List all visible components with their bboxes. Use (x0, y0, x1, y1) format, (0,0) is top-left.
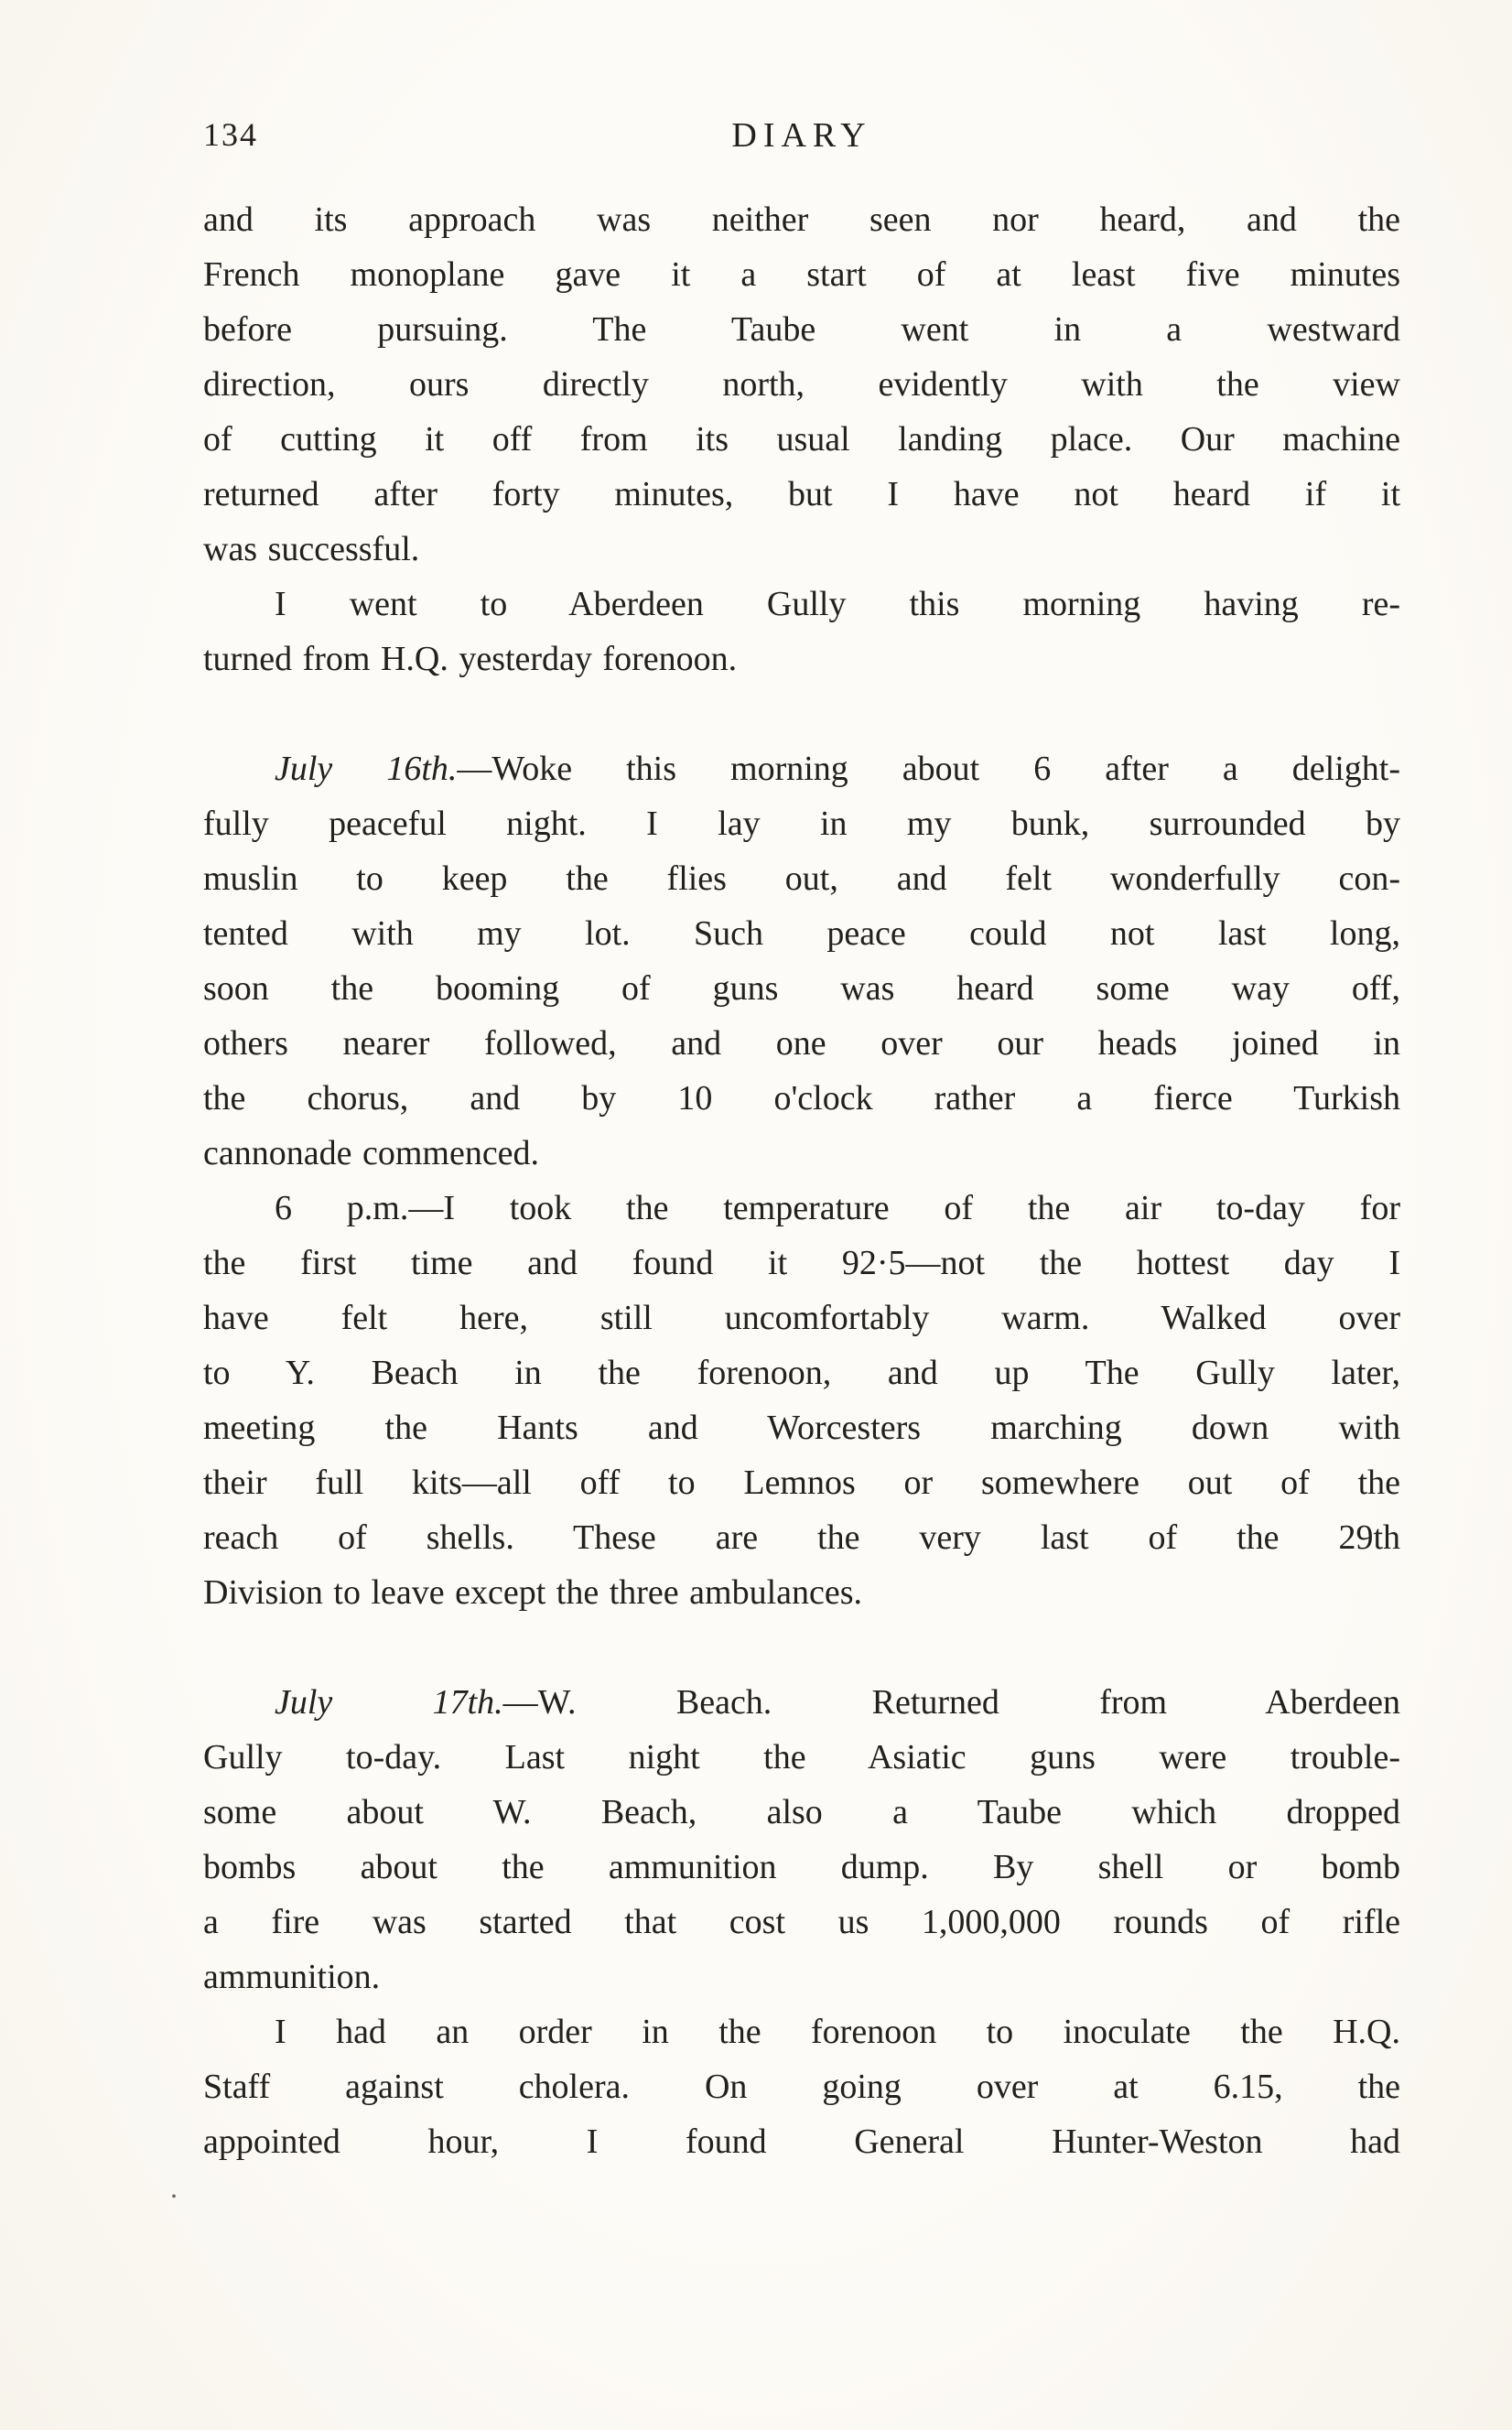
date-lead: July 17th. (275, 1683, 503, 1722)
date-lead: July 16th. (275, 750, 458, 788)
text-line: reach of shells. These are the very last of the 29th (203, 1518, 1400, 1557)
text-line: July 17th.—W. Beach. Returned from Aberdeen (275, 1683, 1400, 1722)
text-line: I went to Aberdeen Gully this morning having re- (275, 585, 1400, 623)
text-line: Division to leave except the three ambulances. (203, 1573, 863, 1612)
text-line: returned after forty minutes, but I have not heard if it (203, 475, 1400, 513)
text-block (203, 192, 1400, 2169)
text-line: and its approach was neither seen nor heard, and the (203, 200, 1400, 239)
paragraph (203, 1675, 1400, 2004)
paragraph (203, 192, 1400, 577)
text-line: to Y. Beach in the forenoon, and up The Gully later, (203, 1354, 1400, 1392)
text-line: ammunition. (203, 1958, 381, 1996)
text-line: Staff against cholera. On going over at 6.15, the (203, 2068, 1400, 2106)
text-line: 6 p.m.—I took the temperature of the air to-day for (275, 1189, 1400, 1227)
text-line: before pursuing. The Taube went in a westward (203, 310, 1400, 349)
text-line: of cutting it off from its usual landing place. Our machine (203, 420, 1400, 459)
paragraph (203, 2004, 1400, 2169)
paragraph (203, 1181, 1400, 1620)
text-line: July 16th.—Woke this morning about 6 after a delight- (275, 750, 1400, 788)
page-header (203, 115, 1400, 159)
text-line: their full kits—all off to Lemnos or somewhere out of the (203, 1463, 1400, 1502)
paragraph (203, 741, 1400, 1181)
text-line: soon the booming of guns was heard some way off, (203, 969, 1400, 1008)
text-line: have felt here, still uncomfortably warm. Walked over (203, 1299, 1400, 1337)
text-line: turned from H.Q. yesterday forenoon. (203, 640, 738, 678)
text-line: appointed hour, I found General Hunter-Weston had (203, 2122, 1400, 2161)
text-line: cannonade commenced. (203, 1134, 540, 1172)
page-number: 134 (203, 116, 258, 153)
text-line: the first time and found it 92·5—not the hottest day I (203, 1244, 1400, 1282)
text-line: muslin to keep the flies out, and felt wonderfully con- (203, 859, 1400, 898)
text-line: I had an order in the forenoon to inoculate the H.Q. (275, 2013, 1400, 2051)
text-line: tented with my lot. Such peace could not last long, (203, 914, 1400, 953)
text-line: French monoplane gave it a start of at least five minutes (203, 255, 1400, 294)
text-line: a fire was started that cost us 1,000,000 rounds of rifle (203, 1903, 1400, 1941)
text-line: the chorus, and by 10 o'clock rather a fierce Turkish (203, 1079, 1400, 1118)
running-head: DIARY (731, 116, 872, 155)
text-line: direction, ours directly north, evidently with the view (203, 365, 1400, 404)
stray-mark: . (170, 2171, 178, 2204)
text-line: some about W. Beach, also a Taube which dropped (203, 1793, 1400, 1831)
text-line: fully peaceful night. I lay in my bunk, surrounded by (203, 805, 1400, 843)
text-line: bombs about the ammunition dump. By shell or bomb (203, 1848, 1400, 1886)
text-line: meeting the Hants and Worcesters marching down with (203, 1409, 1400, 1447)
text-line: Gully to-day. Last night the Asiatic guns were trouble- (203, 1738, 1400, 1777)
text-line: was successful. (203, 530, 420, 568)
paragraph (203, 577, 1400, 686)
text-line: others nearer followed, and one over our heads joined in (203, 1024, 1400, 1063)
